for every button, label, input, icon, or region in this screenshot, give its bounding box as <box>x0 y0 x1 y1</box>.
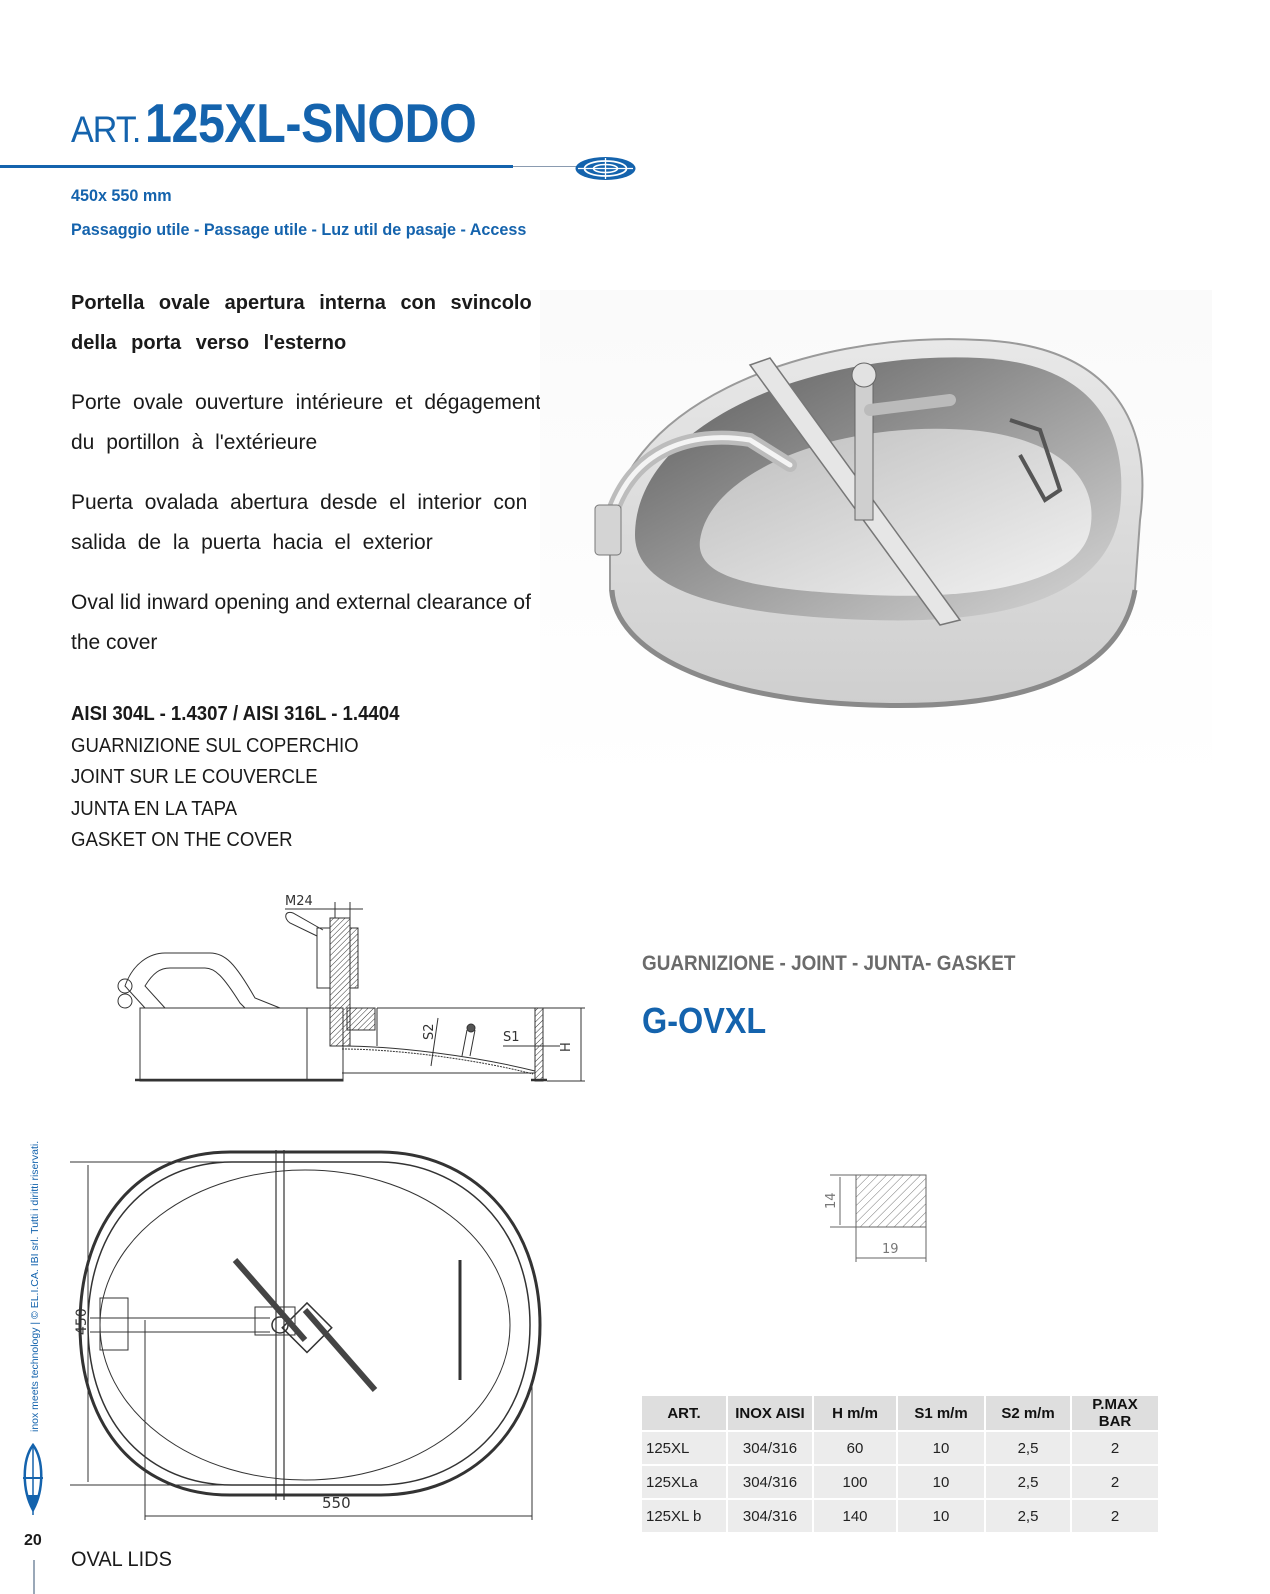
spec-line: JOINT SUR LE COUVERCLE <box>71 766 318 788</box>
access-label: Passaggio utile - Passage utile - Luz util de pasaje - Access <box>71 220 527 239</box>
cell: 10 <box>898 1432 984 1464</box>
cell: 304/316 <box>728 1500 812 1532</box>
spec-line: JUNTA EN LA TAPA <box>71 797 238 820</box>
height-dimension-label: 450 <box>74 1308 90 1335</box>
width-dimension-label: 550 <box>322 1494 351 1512</box>
s2-label: S2 <box>422 1023 437 1040</box>
page-line <box>33 1560 35 1594</box>
cell: 2 <box>1072 1500 1158 1532</box>
col-header: INOX AISI <box>728 1396 812 1430</box>
cell: 304/316 <box>728 1466 812 1498</box>
cell: 100 <box>814 1466 896 1498</box>
top-view-drawing <box>60 1120 550 1540</box>
cell: 10 <box>898 1500 984 1532</box>
cell: 2,5 <box>986 1500 1070 1532</box>
table-row <box>642 1500 1158 1532</box>
gasket-code: G-OVXL <box>642 1000 767 1041</box>
description-english: Oval lid inward opening and external clearance of the cover <box>71 591 531 654</box>
page-number: 20 <box>24 1532 42 1549</box>
cell: 60 <box>814 1432 896 1464</box>
cell: 2 <box>1072 1432 1158 1464</box>
spec-line: GUARNIZIONE SUL COPERCHIO <box>71 734 359 757</box>
table-row <box>642 1432 1158 1464</box>
spec-line: GASKET ON THE COVER <box>71 829 293 851</box>
material-spec: AISI 304L - 1.4307 / AISI 316L - 1.4404 <box>71 703 400 725</box>
s1-label: S1 <box>503 1030 520 1045</box>
table-row <box>642 1466 1158 1498</box>
description-french: Porte ovale ouverture intérieure et dégagement du portillon à l'extérieure <box>71 391 542 454</box>
col-header: S2 m/m <box>986 1396 1070 1430</box>
section-label: OVAL LIDS <box>71 1548 172 1571</box>
col-header: P.MAX BAR <box>1072 1396 1158 1430</box>
gasket-height-label: 14 <box>824 1192 839 1209</box>
cell: 140 <box>814 1500 896 1532</box>
specifications <box>71 699 399 857</box>
col-header: ART. <box>642 1396 726 1430</box>
description-italian: Portella ovale apertura interna con svincolo della porta verso l'esterno <box>71 292 532 354</box>
cell: 125XL <box>642 1432 726 1464</box>
cell: 304/316 <box>728 1432 812 1464</box>
side-section-drawing <box>95 868 595 1083</box>
gasket-title: GUARNIZIONE - JOINT - JUNTA- GASKET <box>642 952 1016 975</box>
col-header: S1 m/m <box>898 1396 984 1430</box>
title-divider-thin <box>513 166 578 167</box>
elica-logo-icon <box>23 1445 43 1515</box>
cell: 2,5 <box>986 1466 1070 1498</box>
dimensions: 450x 550 mm <box>71 186 172 205</box>
spec-table <box>640 1394 1160 1534</box>
table-header-row <box>642 1396 1158 1430</box>
thread-label: M24 <box>285 894 313 909</box>
sidebar-branding <box>18 1100 48 1520</box>
product-photo <box>540 290 1212 790</box>
title-divider <box>0 165 513 168</box>
art-code: 125XL-SNODO <box>145 92 477 154</box>
description-spanish: Puerta ovalada abertura desde el interior con salida de la puerta hacia el exterior <box>71 491 528 554</box>
art-prefix: ART. <box>71 109 141 150</box>
h-label: H <box>559 1042 574 1052</box>
col-header: H m/m <box>814 1396 896 1430</box>
cell: 2,5 <box>986 1432 1070 1464</box>
cell: 125XLa <box>642 1466 726 1498</box>
gasket-width-label: 19 <box>882 1242 899 1257</box>
brand-logo-icon <box>574 156 637 181</box>
gasket-section-drawing <box>820 1165 935 1265</box>
cell: 125XL b <box>642 1500 726 1532</box>
cell: 10 <box>898 1466 984 1498</box>
page-title <box>71 92 522 154</box>
cell: 2 <box>1072 1466 1158 1498</box>
copyright-text: inox meets technology | © EL.I.CA. IBI srl. Tutti i diritti riservati. <box>29 1140 41 1432</box>
